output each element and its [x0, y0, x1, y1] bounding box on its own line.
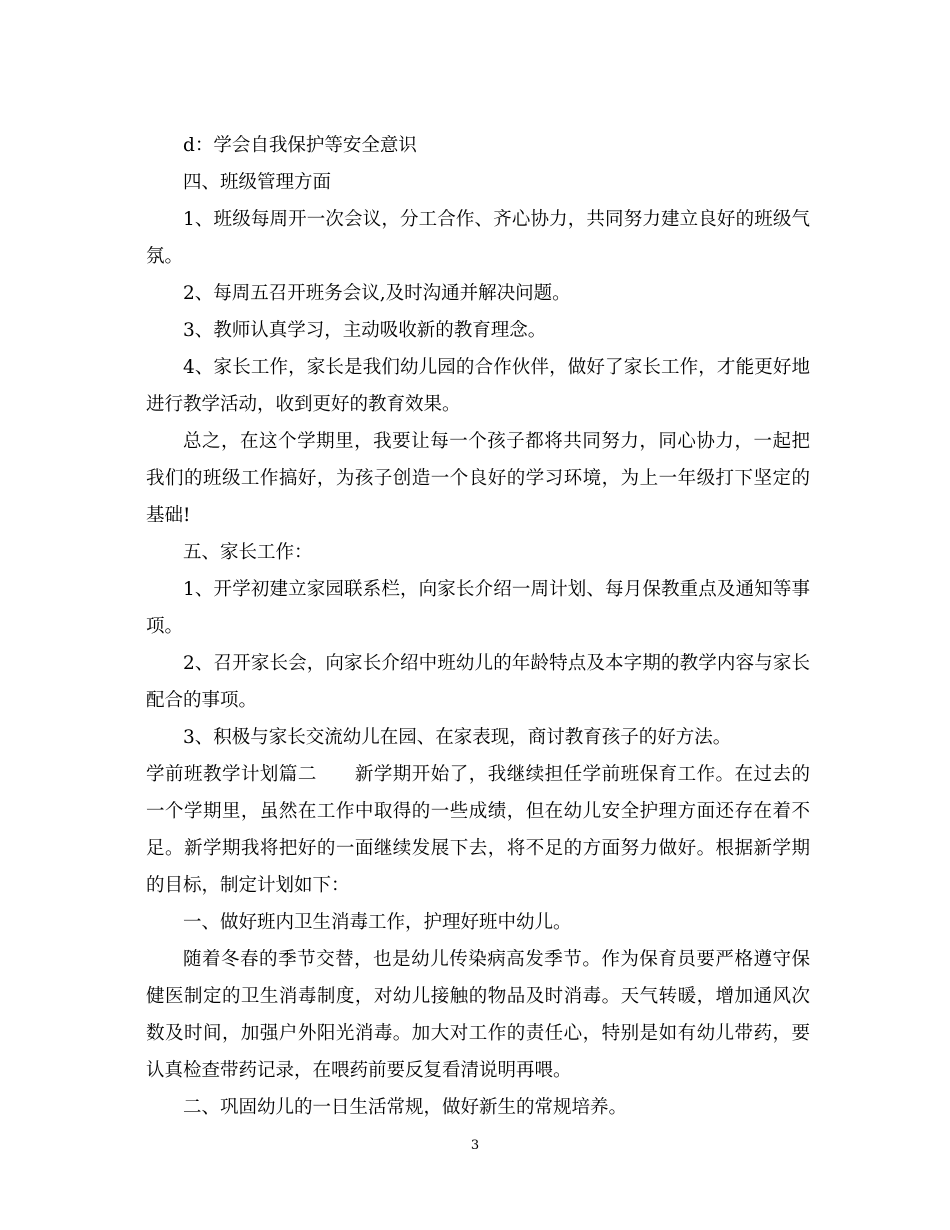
- paragraph-self-protection: d：学会自我保护等安全意识: [183, 135, 417, 156]
- heading-hygiene-disinfection: 一、做好班内卫生消毒工作，护理好班中幼儿。: [183, 912, 572, 933]
- paragraph-summary: 总之，在这个学期里，我要让每一个孩子都将共同努力，同心协力，一起把我们的班级工作搞好，为孩子创造一个良好的学习环境，为上一年级打下坚定的基础!: [146, 431, 810, 526]
- paragraph-parent-communication: 3、积极与家长交流幼儿在园、在家表现，商讨教育孩子的好方法。: [183, 727, 732, 748]
- paragraph-season-change: 随着冬春的季节交替，也是幼儿传染病高发季节。作为保育员要严格遵守保健医制定的卫生消毒制度，对幼儿接触的物品及时消毒。天气转暖，增加通风次数及时间，加强户外阳光消毒。加大对工作的责任心，特别是如有幼儿带药，要认真检查带药记录，在喂药前要反复看清说明再喂。: [146, 949, 810, 1081]
- page-number: 3: [470, 1138, 480, 1153]
- document-body: [146, 127, 810, 1126]
- paragraph-weekly-meeting: 1、班级每周开一次会议，分工合作、齐心协力，共同努力建立良好的班级气氛。: [146, 209, 810, 267]
- heading-daily-routine: 二、巩固幼儿的一日生活常规，做好新生的常规培养。: [183, 1097, 628, 1118]
- paragraph-contact-board: 1、开学初建立家园联系栏，向家长介绍一周计划、每月保教重点及通知等事项。: [146, 579, 810, 637]
- paragraph-parent-meeting: 2、召开家长会，向家长介绍中班幼儿的年龄特点及本字期的教学内容与家长配合的事项。: [146, 653, 810, 711]
- paragraph-teacher-learning: 3、教师认真学习，主动吸收新的教育理念。: [183, 320, 547, 341]
- heading-class-management: 四、班级管理方面: [183, 172, 332, 193]
- paragraph-parent-work: 4、家长工作，家长是我们幼儿园的合作伙伴，做好了家长工作，才能更好地进行教学活动，收到更好的教育效果。: [146, 357, 810, 415]
- paragraph-plan-part-two: 学前班教学计划篇二 新学期开始了，我继续担任学前班保育工作。在过去的一个学期里，虽然在工作中取得的一些成绩，但在幼儿安全护理方面还存在着不足。新学期我将把好的一面继续发展下去，将不足的方面努力做好。根据新学期的目标，制定计划如下：: [146, 764, 810, 896]
- heading-parent-work: 五、家长工作：: [183, 542, 313, 563]
- paragraph-friday-meeting: 2、每周五召开班务会议,及时沟通并解决问题。: [183, 283, 571, 304]
